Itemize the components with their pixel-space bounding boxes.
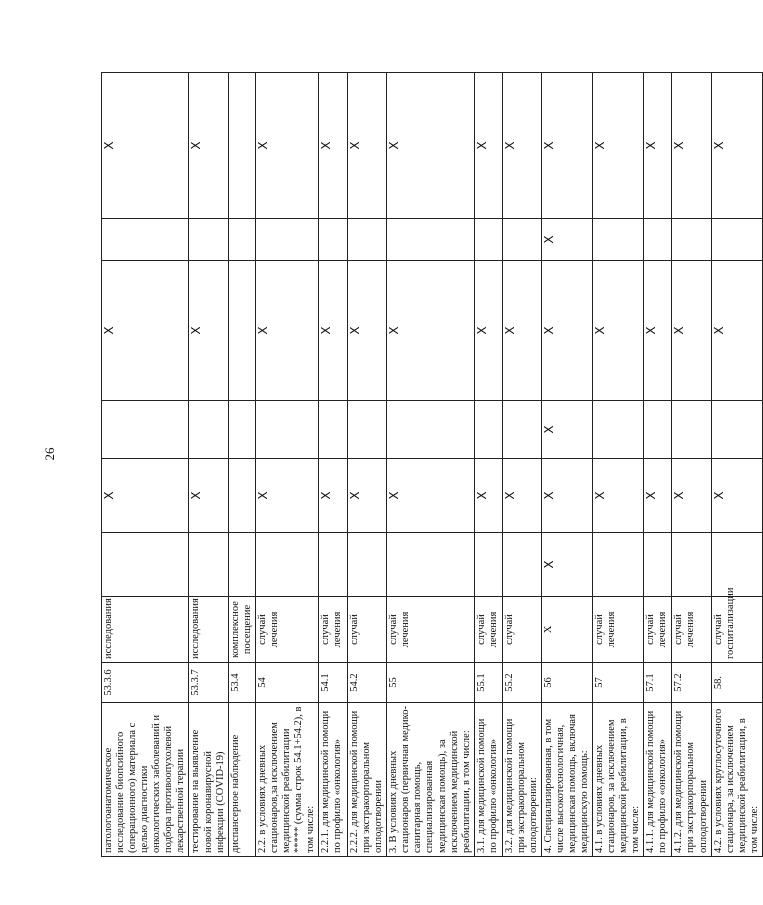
cell [319,533,348,597]
cell: Х [541,459,592,533]
cell [644,219,672,261]
cell [502,533,541,597]
cell: Х [593,261,644,401]
row-unit: комплексное посещение [228,597,255,663]
row-unit: Х [541,597,592,663]
cell: Х [644,261,672,401]
cell [102,401,189,459]
cell: Х [672,73,711,219]
cell: Х [541,261,592,401]
cell: Х [189,459,228,533]
cell [189,401,228,459]
cell [644,533,672,597]
row-name: 4.1.1. для медицинской помощи по профилю «онкология» [644,703,672,857]
row-name: диспансерное наблюдение [228,703,255,857]
row-unit: случай госпитализации [711,597,762,663]
row-name: 2.2. в условиях дневных стационаров,за исключением медицинской реабилитации ***** (сумма строк 54.1+54.2), в том числе: [255,703,318,857]
cell: Х [711,73,762,219]
row-number: 53.3.7 [189,663,228,703]
row-name: 4. Специализированная, в том числе высокотехнологичная, медицинская помощь, включая медицинскую помощь: [541,703,592,857]
cell: Х [644,459,672,533]
table-row [255,73,318,857]
table-row [541,73,592,857]
row-name: 2.2.2. для медицинской помощи при экстракорпоральном оплодотворении [348,703,387,857]
table-row [387,73,474,857]
row-name: тестирование на выявление новой коронавирусной инфекции (COVID-19) [189,703,228,857]
cell [672,533,711,597]
cell: Х [319,459,348,533]
cell [593,533,644,597]
cell: Х [474,459,502,533]
table-row [228,73,255,857]
cell: Х [348,261,387,401]
row-number: 57 [593,663,644,703]
row-number: 55 [387,663,474,703]
cell [228,459,255,533]
rotated-table-page [101,73,760,857]
cell [502,401,541,459]
cell: Х [711,459,762,533]
cell [255,401,318,459]
cell [319,401,348,459]
cell [348,401,387,459]
cell: Х [102,261,189,401]
cell: Х [474,73,502,219]
data-table [101,72,763,857]
row-unit: случай [348,597,387,663]
row-name: 3. В условиях дневных стационаров (первичная медико-санитарная помощь, специализированная медицинская помощь), за исключением медицинской реабилитации, в том числе: [387,703,474,857]
cell: Х [102,459,189,533]
cell: Х [541,73,592,219]
cell [319,219,348,261]
row-number: 54.1 [319,663,348,703]
cell [502,219,541,261]
cell [255,533,318,597]
cell [387,219,474,261]
cell [189,219,228,261]
row-number: 58. [711,663,762,703]
row-name: 4.1. в условиях дневных стационаров, за исключением медицинской реабилитации, в том числе: [593,703,644,857]
row-unit: случай лечения [255,597,318,663]
row-number: 53.4 [228,663,255,703]
table-row [502,73,541,857]
cell [348,533,387,597]
cell: Х [711,261,762,401]
cell: Х [474,261,502,401]
cell [102,533,189,597]
cell: Х [255,459,318,533]
cell: Х [502,73,541,219]
row-number: 54.2 [348,663,387,703]
row-unit: случай лечения [672,597,711,663]
row-unit: случай лечения [319,597,348,663]
cell [672,401,711,459]
cell [474,401,502,459]
table-row [189,73,228,857]
table-row [593,73,644,857]
cell: Х [255,261,318,401]
cell: Х [387,261,474,401]
row-number: 55.2 [502,663,541,703]
cell [711,219,762,261]
row-unit: случай лечения [644,597,672,663]
table-row [474,73,502,857]
row-name: 3.1. для медицинской помощи по профилю «онкология» [474,703,502,857]
row-name: 2.2.1. для медицинской помощи по профилю «онкология» [319,703,348,857]
cell: Х [102,73,189,219]
cell: Х [672,261,711,401]
cell [644,401,672,459]
cell: Х [502,261,541,401]
cell: Х [593,73,644,219]
cell [672,219,711,261]
cell [387,533,474,597]
page-number: 26 [42,447,57,461]
table-row [672,73,711,857]
row-number: 55.1 [474,663,502,703]
cell: Х [672,459,711,533]
cell [387,401,474,459]
row-unit: исследования [189,597,228,663]
table-row [348,73,387,857]
row-number: 54 [255,663,318,703]
cell [102,219,189,261]
cell [189,533,228,597]
cell [474,533,502,597]
cell: Х [593,459,644,533]
row-number: 53.3.6 [102,663,189,703]
cell [228,261,255,401]
cell [228,73,255,219]
cell [474,219,502,261]
cell [348,219,387,261]
table-row [644,73,672,857]
cell: Х [348,73,387,219]
row-unit: случай [502,597,541,663]
cell: Х [644,73,672,219]
cell: Х [502,459,541,533]
cell: Х [189,73,228,219]
cell [711,401,762,459]
row-unit: случай лечения [593,597,644,663]
cell: Х [255,73,318,219]
row-name: 4.1.2. для медицинской помощи при экстракорпоральном оплодотворении [672,703,711,857]
cell: Х [189,261,228,401]
cell: Х [541,219,592,261]
cell: Х [541,533,592,597]
cell [593,219,644,261]
cell: Х [541,401,592,459]
row-unit: случай лечения [387,597,474,663]
cell: Х [348,459,387,533]
cell: Х [319,73,348,219]
table-row [319,73,348,857]
cell: Х [319,261,348,401]
row-name: 3.2. для медицинской помощи при экстракорпоральном оплодотворении: [502,703,541,857]
cell [228,219,255,261]
cell: Х [387,459,474,533]
table-row [711,73,762,857]
row-number: 57.2 [672,663,711,703]
table-row [102,73,189,857]
cell [228,401,255,459]
row-name: 4.2. в условиях круглосуточного стационара, за исключением медицинской реабилитации, в том числе: [711,703,762,857]
cell [255,219,318,261]
cell [593,401,644,459]
cell [711,533,762,597]
cell: Х [387,73,474,219]
cell [228,533,255,597]
row-unit: исследования [102,597,189,663]
row-unit: случай лечения [474,597,502,663]
row-number: 56 [541,663,592,703]
row-number: 57.1 [644,663,672,703]
row-name: патологоанатомическое исследование биопсийного (операционного) материала с целью диагностики онкологических заболеваний и подбора противоопухолевой лекарственной терапии [102,703,189,857]
